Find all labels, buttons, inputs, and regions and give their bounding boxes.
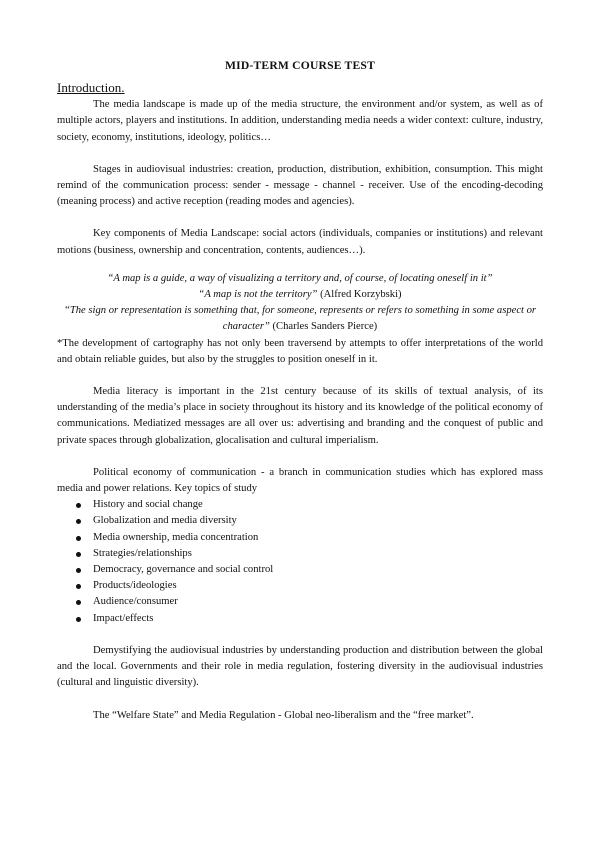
list-item: Impact/effects	[93, 611, 543, 627]
section-heading	[57, 80, 543, 96]
paragraph-audiovisual-stages: Stages in audiovisual industries: creation, production, distribution, exhibition, consumption. This might remind of the communication process: sender - message - channel - receiver. Use of the encoding-decoding (meaning process) and active reception (reading modes and agencies).	[57, 163, 543, 208]
quotes-block	[57, 271, 543, 336]
section-heading-period: .	[121, 80, 125, 96]
quote-sign-text: “The sign or representation is something that, for someone, represents or refers to something in some aspect or character”	[63, 305, 537, 333]
paragraph-key-components: Key components of Media Landscape: social actors (individuals, companies or institutions) and relevant motions (business, ownership and concentration, contents, audiences…).	[57, 228, 543, 256]
document-title: MID-TERM COURSE TEST	[224, 59, 376, 72]
quote-map-territory	[57, 287, 543, 303]
list-item: Media ownership, media concentration	[93, 530, 543, 546]
paragraph-welfare-state: The “Welfare State” and Media Regulation - Global neo-liberalism and the “free market”.	[93, 709, 474, 721]
list-item: Audience/consumer	[93, 594, 543, 610]
quote-map-territory-text: “A map is not the territory”	[198, 289, 318, 301]
section-heading-text: Introduction	[57, 80, 122, 96]
list-item: Products/ideologies	[93, 578, 543, 594]
quote-sign-author: (Charles Sanders Pierce)	[269, 321, 378, 333]
topics-list	[57, 497, 543, 627]
cartography-note: *The development of cartography has not only been traversend by attempts to offer interpretations of the world and obtain reliable guides, but also by the struggles to position oneself in it.	[57, 337, 543, 365]
quote-sign	[57, 303, 543, 335]
paragraph-media-literacy: Media literacy is important in the 21st century because of its skills of textual analysis, of its understanding of the media’s place in society throughout its history and its knowledge of the political economy of communications. Mediatized messages are all over us: advertising and branding and the conquest of public and private spaces through globalization, glocalisation and cultural imperialism.	[57, 386, 543, 446]
paragraph-political-economy: Political economy of communication - a branch in communication studies which has explored mass media and power relations. Key topics of study	[57, 466, 543, 495]
list-item: Globalization and media diversity	[93, 513, 543, 529]
list-item: Democracy, governance and social control	[93, 562, 543, 578]
quote-map-guide-text: “A map is a guide, a way of visualizing a territory and, of course, of locating oneself in it”	[107, 272, 493, 284]
quote-map-guide	[57, 271, 543, 287]
paragraph-demystifying: Demystifying the audiovisual industries by understanding production and distribution between the global and the local. Governments and their role in media regulation, fostering diversity in the audiovisual industries (cultural and linguistic diversity).	[57, 644, 543, 689]
paragraph-media-landscape: The media landscape is made up of the media structure, the environment and/or system, as well as of multiple actors, players and institutions. In addition, understanding media needs a wider context: culture, industry, society, economy, institutions, ideology, politics…	[57, 99, 543, 143]
list-item: History and social change	[93, 497, 543, 513]
list-item: Strategies/relationships	[93, 546, 543, 562]
quote-map-territory-author: (Alfred Korzybski)	[317, 289, 402, 301]
